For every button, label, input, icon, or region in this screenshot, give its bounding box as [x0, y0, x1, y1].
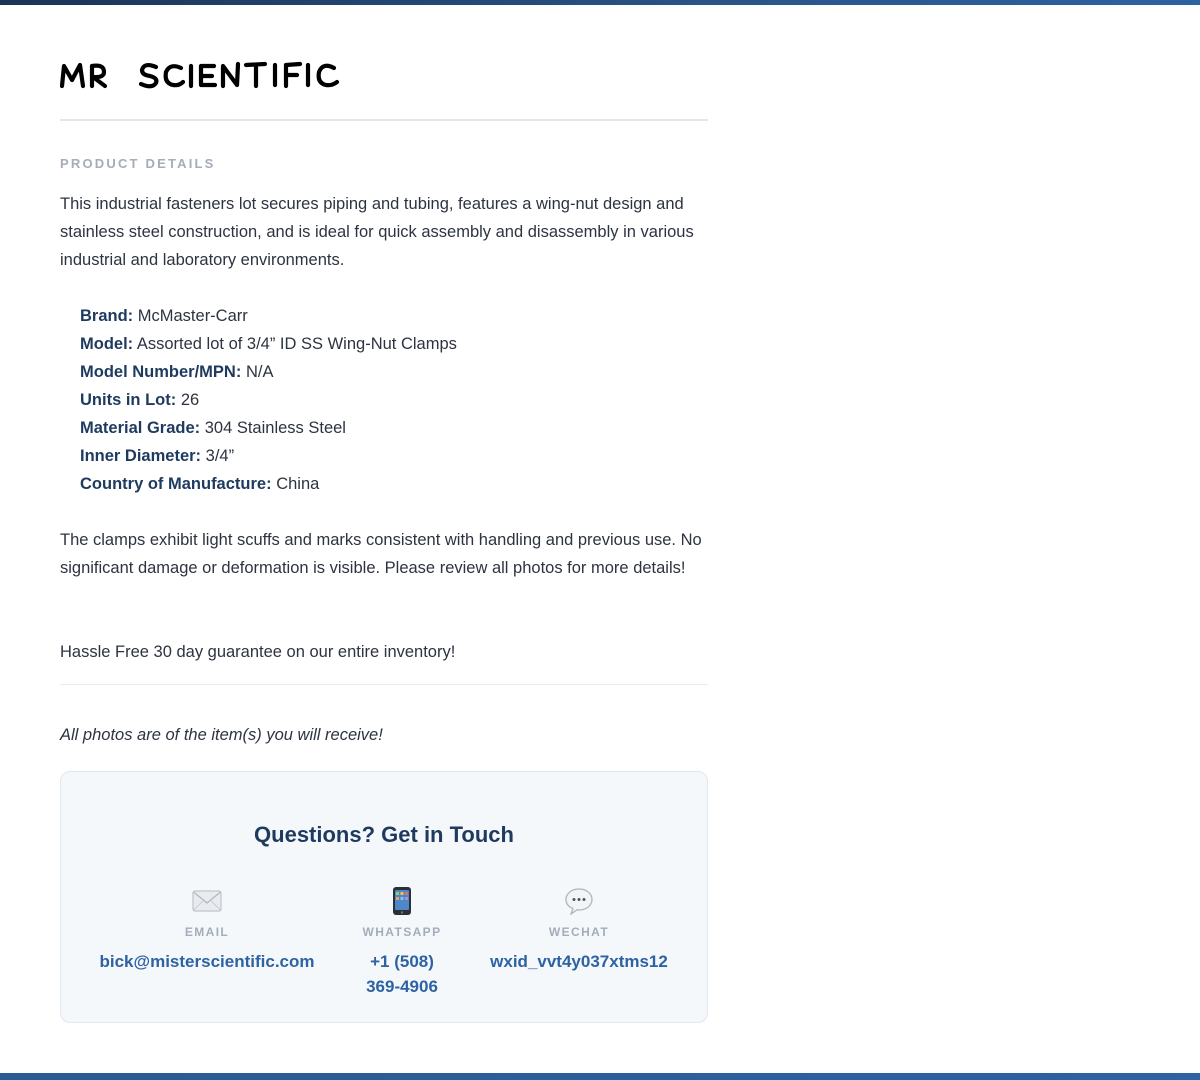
contact-email — [91, 882, 323, 974]
spec-key: Units in Lot: — [80, 391, 177, 409]
section-label: PRODUCT DETAILS — [60, 156, 216, 171]
spec-row-brand — [80, 302, 700, 330]
spec-key: Country of Manufacture: — [80, 475, 272, 493]
wechat-id[interactable]: wxid_vvt4y037xtms12 — [490, 952, 668, 971]
bottom-accent-bar — [0, 1073, 1200, 1080]
spec-value: 26 — [180, 391, 200, 409]
section-divider — [60, 684, 708, 685]
envelope-icon — [91, 882, 323, 916]
spec-key: Inner Diameter: — [80, 447, 202, 465]
whatsapp-link[interactable]: +1 (508) 369-4906 — [366, 952, 438, 996]
header-divider — [60, 119, 708, 121]
wechat-label: WECHAT — [548, 925, 610, 939]
spec-value: 304 Stainless Steel — [204, 419, 346, 437]
mobile-phone-icon — [351, 882, 453, 916]
spec-row-units — [80, 386, 700, 414]
brand-logo — [60, 52, 360, 92]
contact-title: Questions? Get in Touch — [254, 822, 514, 847]
spec-key: Model: — [80, 335, 134, 353]
spec-row-diameter — [80, 442, 700, 470]
top-accent-bar — [0, 0, 1200, 5]
spec-value: 3/4” — [205, 447, 235, 465]
spec-value: China — [276, 475, 320, 493]
email-link[interactable]: bick@misterscientific.com — [99, 952, 315, 971]
contact-whatsapp — [351, 882, 453, 999]
spec-list — [80, 302, 700, 498]
spec-value: McMaster-Carr — [137, 307, 248, 325]
contact-card — [60, 771, 708, 1023]
spec-row-mpn — [80, 358, 700, 386]
spec-row-model — [80, 330, 700, 358]
guarantee-text: Hassle Free 30 day guarantee on our entire inventory! — [60, 643, 456, 661]
email-label: EMAIL — [184, 925, 230, 939]
spec-key: Material Grade: — [80, 419, 201, 437]
condition-text: The clamps exhibit light scuffs and marks consistent with handling and previous use. No significant damage or deformation is visible. Please review all photos for more details! — [60, 531, 702, 577]
product-description: This industrial fasteners lot secures piping and tubing, features a wing-nut design and stainless steel construction, and is ideal for quick assembly and disassembly in various industrial and laboratory environments. — [60, 195, 694, 269]
spec-row-country — [80, 470, 700, 498]
contact-wechat — [481, 882, 677, 974]
speech-bubble-icon — [481, 882, 677, 916]
spec-value: Assorted lot of 3/4” ID SS Wing-Nut Clamps — [136, 335, 457, 353]
spec-key: Model Number/MPN: — [80, 363, 242, 381]
spec-value: N/A — [245, 363, 274, 381]
spec-row-material — [80, 414, 700, 442]
spec-key: Brand: — [80, 307, 134, 325]
whatsapp-label: WHATSAPP — [362, 925, 442, 939]
photos-note: All photos are of the item(s) you will receive! — [60, 726, 383, 744]
